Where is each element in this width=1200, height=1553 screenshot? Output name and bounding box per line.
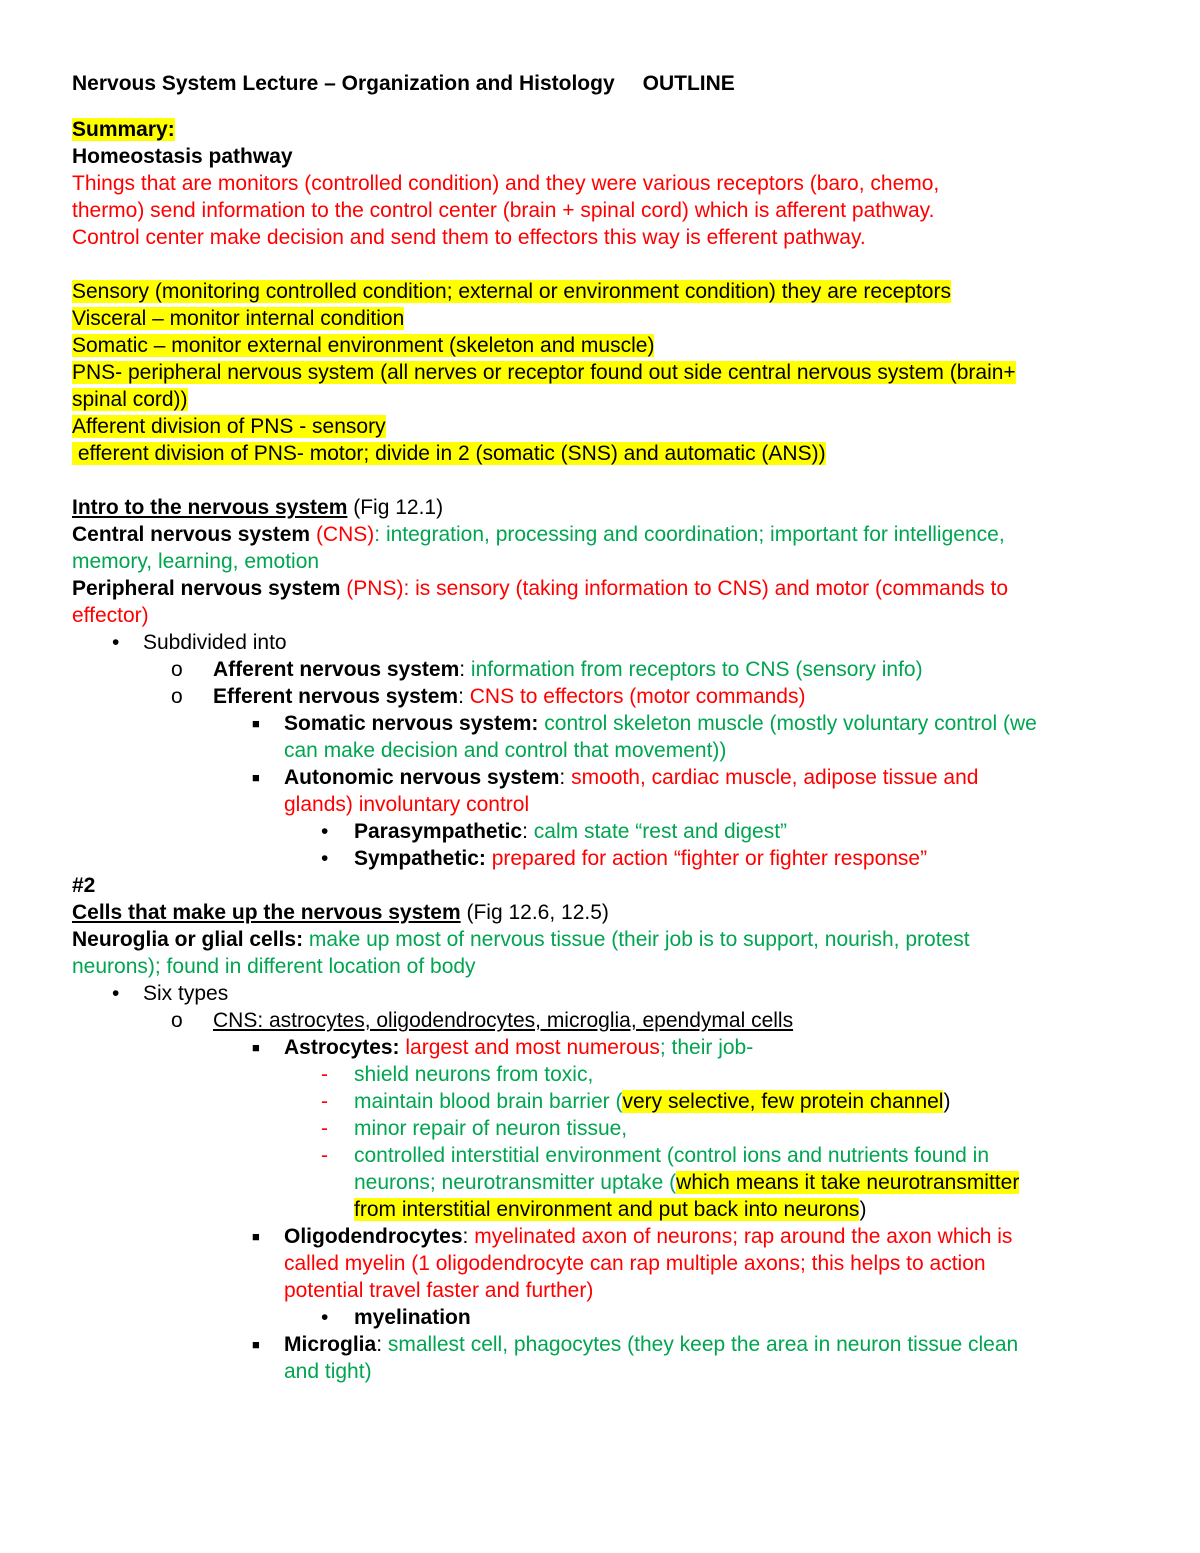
title-text: Nervous System Lecture – Organization and Histology [72,72,615,95]
cells-fig: (Fig 12.6, 12.5) [460,901,609,924]
job-2-highlight: very selective, few protein channel [622,1090,944,1113]
list-item: o Afferent nervous system: information from receptors to CNS (sensory info) [171,658,923,681]
list-item: - maintain blood brain barrier (very selective, few protein channel) [321,1090,951,1113]
list-item: ■ Oligodendrocytes: myelinated axon of neurons; rap around the axon which is [252,1225,1013,1248]
pns-desc-1: : is sensory (taking information to CNS) and motor (commands to [403,577,1009,600]
list-item [72,1061,1152,1088]
bullet-marker: • [112,982,120,1005]
bullet-marker: • [321,847,329,870]
subdivided-text: Subdivided into [143,631,287,654]
job-4a: controlled interstitial environment ( [354,1144,674,1167]
job-4c: neurons; neurotransmitter uptake [354,1171,664,1194]
dash-marker: - [321,1063,328,1086]
cells-heading: Cells that make up the nervous system [72,901,461,924]
intro-fig: (Fig 12.1) [347,496,444,519]
neuroglia-desc-1: make up most of nervous tissue (their job is to support, nourish, protest [303,928,970,951]
dash-marker: - [321,1117,328,1140]
oligo-desc-2: called myelin (1 oligodendrocyte can rap multiple axons; this helps to action [284,1252,986,1275]
myelination-text: myelination [354,1306,471,1329]
document-title [72,70,1152,97]
summary-line [72,116,1152,143]
list-item [72,1142,1152,1169]
intro-heading-line [72,494,1152,521]
square-marker: ■ [252,770,260,785]
list-item: • Parasympathetic: calm state “rest and digest” [321,820,788,843]
highlighted-line-3: Somatic – monitor external environment (skeleton and muscle) [72,334,655,357]
job-4-cont: neurons; neurotransmitter uptake (which means it take neurotransmitter [354,1171,1020,1194]
pns-line [72,575,1152,602]
square-marker: ■ [252,716,260,731]
highlighted-line-6: Afferent division of PNS - sensory [72,415,386,438]
cns-line [72,521,1152,548]
autonomic-desc-2: glands) involuntary control [284,793,530,816]
square-marker: ■ [252,1337,260,1352]
efferent-term: Efferent nervous system [213,685,459,708]
six-types-text: Six types [143,982,229,1005]
pns-desc-2: effector) [72,604,149,627]
cns-types-text: CNS: astrocytes, oligodendrocytes, microglia, ependymal cells [213,1009,794,1032]
job-2: maintain blood brain barrier [354,1090,610,1113]
oligodendrocytes-term: Oligodendrocytes [284,1225,463,1248]
job-4-highlight-1: which means it take neurotransmitter [676,1171,1020,1194]
homeostasis-line-3: Control center make decision and send them to effectors this way is efferent pathway. [72,226,866,249]
cns-abbr: (CNS) [310,523,375,546]
job-1: shield neurons from toxic, [354,1063,594,1086]
efferent-desc: CNS to effectors (motor commands) [469,685,806,708]
neuroglia-desc-2: neurons); found in different location of body [72,955,476,978]
astrocytes-red: largest and most numerous [399,1036,660,1059]
microglia-term: Microglia [284,1333,377,1356]
square-marker: ■ [252,1229,260,1244]
microglia-desc-1: smallest cell, phagocytes (they keep the area in neuron tissue clean [387,1333,1019,1356]
section-number: #2 [72,874,96,897]
list-item [72,1034,1152,1061]
list-item [72,1007,1152,1034]
neuroglia-line [72,926,1152,953]
afferent-term: Afferent nervous system [213,658,460,681]
homeostasis-line-1: Things that are monitors (controlled condition) and they were various receptors (baro, chemo, [72,172,940,195]
somatic-desc-1: control skeleton muscle (mostly voluntary control (we [538,712,1037,735]
cns-term: Central nervous system [72,523,311,546]
homeostasis-line-2: thermo) send information to the control center (brain + spinal cord) which is afferent pathway. [72,199,935,222]
circle-marker: o [171,685,183,708]
bullet-marker: • [112,631,120,654]
oligo-desc-3: potential travel faster and further) [284,1279,594,1302]
list-item [72,629,1152,656]
highlighted-line-2: Visceral – monitor internal condition [72,307,405,330]
pns-term: Peripheral nervous system [72,577,341,600]
dash-marker: - [321,1144,328,1167]
pns-abbr: (PNS) [340,577,404,600]
cells-heading-line [72,899,1152,926]
outline-label: OUTLINE [642,72,735,95]
list-item: o Efferent nervous system: CNS to effectors (motor commands) [171,685,806,708]
astrocytes-green: ; their job- [659,1036,754,1059]
job-4-highlight-2: from interstitial environment and put back into neurons [354,1198,860,1221]
highlighted-line-5: spinal cord)) [72,388,188,411]
bullet-marker: • [321,820,329,843]
list-item [72,1304,1152,1331]
job-3: minor repair of neuron tissue, [354,1117,628,1140]
job-4-cont-2: from interstitial environment and put back into neurons) [354,1198,867,1221]
list-item: ■ Autonomic nervous system: smooth, cardiac muscle, adipose tissue and [252,766,979,789]
circle-marker: o [171,1009,183,1032]
somatic-term: Somatic nervous system: [284,712,539,735]
somatic-desc-2: can make decision and control that movement)) [284,739,727,762]
intro-heading: Intro to the nervous system [72,496,348,519]
homeostasis-heading: Homeostasis pathway [72,145,293,168]
list-item [72,1115,1152,1142]
circle-marker: o [171,658,183,681]
autonomic-desc-1: smooth, cardiac muscle, adipose tissue and [571,766,979,789]
neuroglia-term: Neuroglia or glial cells: [72,928,304,951]
document-page [72,70,1152,1385]
cns-desc-1: : integration, processing and coordination; important for intelligence, [374,523,1005,546]
parasympathetic-desc: calm state “rest and digest” [533,820,788,843]
oligo-desc-1: myelinated axon of neurons; rap around the axon which is [474,1225,1013,1248]
sympathetic-term: Sympathetic: [354,847,486,870]
bullet-marker: • [321,1306,329,1329]
square-marker: ■ [252,1040,260,1055]
list-item [72,710,1152,737]
astrocytes-term: Astrocytes: [284,1036,400,1059]
job-4b: control ions and nutrients found in [673,1144,990,1167]
parasympathetic-term: Parasympathetic [354,820,523,843]
autonomic-term: Autonomic nervous system [284,766,560,789]
microglia-desc-2: and tight) [284,1360,372,1383]
summary-label: Summary: [72,118,175,141]
highlighted-line-4: PNS- peripheral nervous system (all nerves or receptor found out side central nervous system (brain+ [72,361,1016,384]
highlighted-line-1: Sensory (monitoring controlled condition; external or environment condition) they are receptors [72,280,951,303]
dash-marker: - [321,1090,328,1113]
sympathetic-desc: prepared for action “fighter or fighter response” [485,847,928,870]
list-item [72,980,1152,1007]
highlighted-line-7: efferent division of PNS- motor; divide in 2 (somatic (SNS) and automatic (ANS)) [72,442,826,465]
cns-desc-2: memory, learning, emotion [72,550,320,573]
list-item: ■ Microglia: smallest cell, phagocytes (they keep the area in neuron tissue clean [252,1333,1019,1356]
list-item [72,845,1152,872]
afferent-desc: information from receptors to CNS (sensory info) [470,658,923,681]
